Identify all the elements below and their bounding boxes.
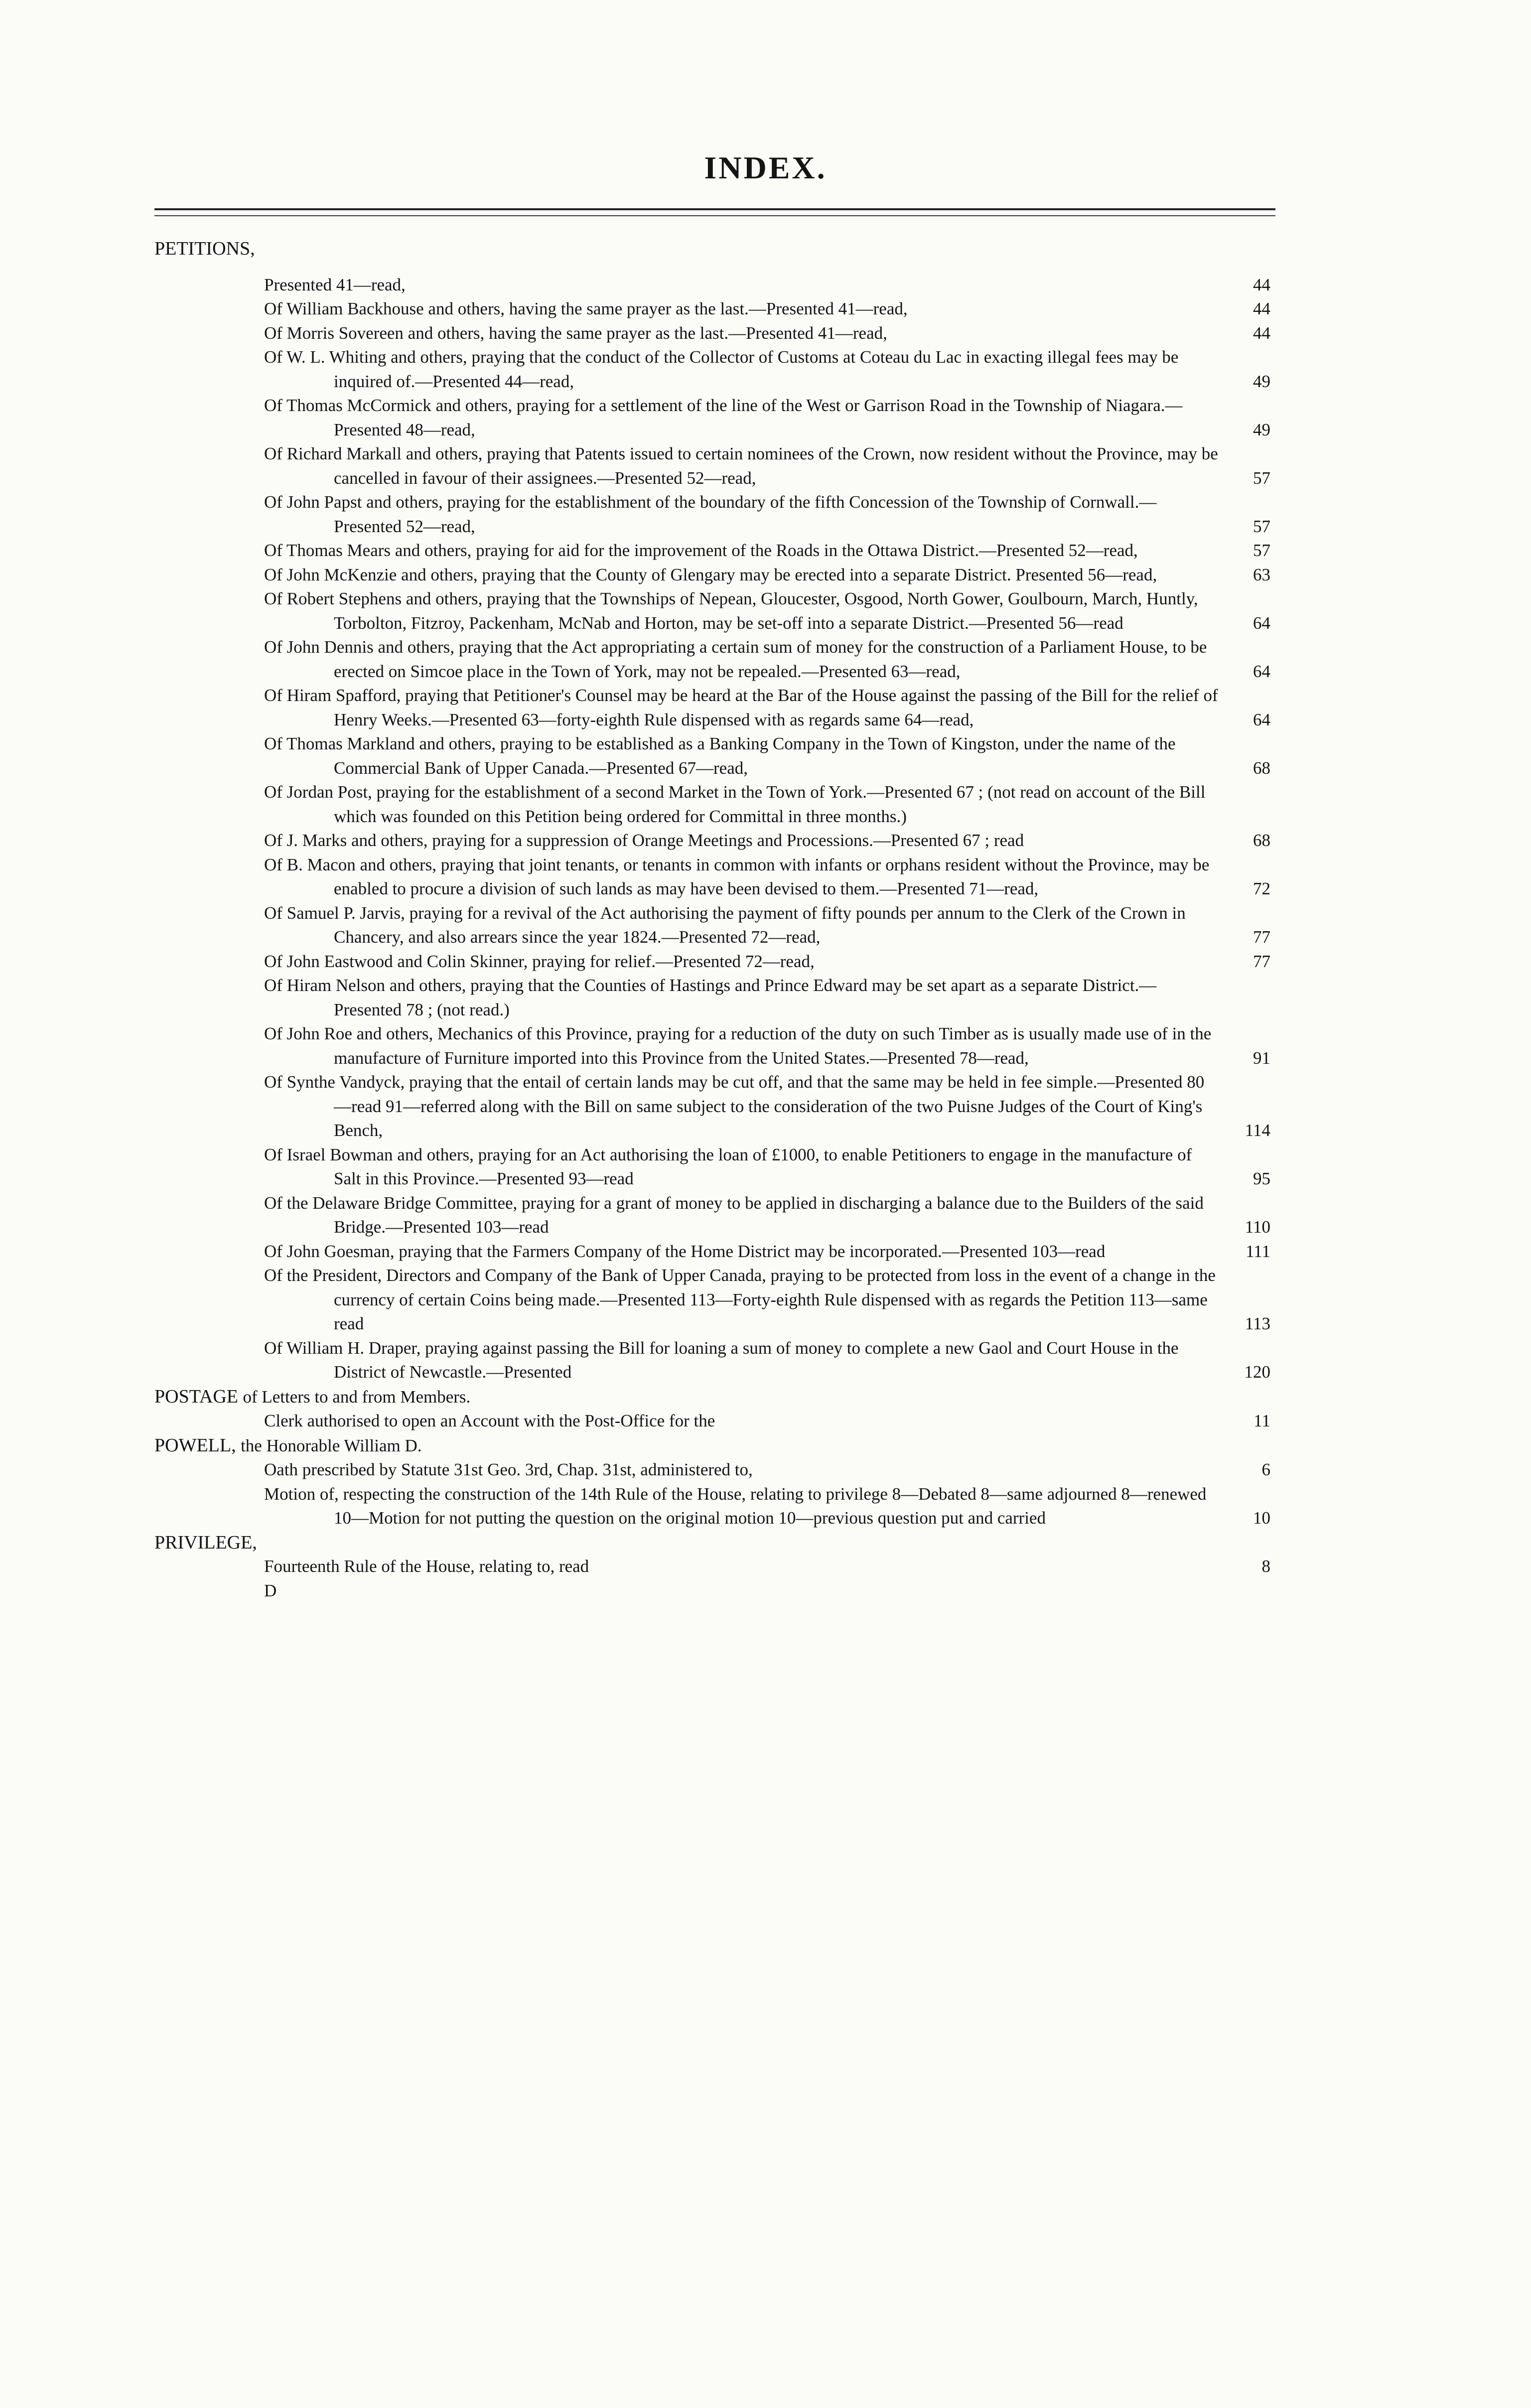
entry-page-number: 95 [1253,1169,1270,1188]
entry-text: Presented 41—read, [264,275,406,294]
entry-text: Oath prescribed by Statute 31st Geo. 3rd, Chap. 31st, administered to, [264,1460,753,1479]
entry-page-number: 111 [1246,1241,1270,1261]
index-entry [154,1264,1275,1336]
entry-text: Of Hiram Nelson and others, praying that the Counties of Hastings and Prince Edward may be set apart as a separate District.—Presented 78 ; (not read.) [264,976,1157,1019]
entry-text: Of Thomas Markland and others, praying to be established as a Banking Company in the Town of Kingston, under the name of the Commercial Bank of Upper Canada.—Presented 67—read, [264,734,1176,778]
index-entry [154,1409,1275,1433]
entry-page-number: 44 [1253,299,1270,318]
entry-page-number: 44 [1253,275,1270,294]
section-heading-powell [154,1433,1275,1458]
index-content [154,237,1275,1603]
entry-text: Of B. Macon and others, praying that joint tenants, or tenants in common with infants or orphans resident without the Province, may be enabled to procure a division of such lands as may have been devised to them.—Presented 71—read, [264,854,1210,898]
index-entry [154,345,1275,394]
index-entry [154,1022,1275,1070]
index-entry [154,1070,1275,1143]
index-entry [154,1555,1275,1579]
entry-text: Of the Delaware Bridge Committee, praying for a grant of money to be applied in discharging a balance due to the Builders of the said Bridge.—Presented 103—read [264,1193,1204,1237]
entry-text: Fourteenth Rule of the House, relating to, read [264,1557,589,1576]
entry-text: Of William Backhouse and others, having the same prayer as the last.—Presented 41—read, [264,299,908,318]
title-rule-thin [154,215,1275,216]
entry-text: Of John Dennis and others, praying that the Act appropriating a certain sum of money for the construction of a Parliament House, to be erected on Simcoe place in the Town of York, may not be repealed.—Presented 63—read, [264,637,1207,681]
index-entry [154,829,1275,853]
section-heading-petitions: PETITIONS, [154,238,255,259]
entry-page-number: 6 [1261,1460,1270,1479]
entry-text: Of Samuel P. Jarvis, praying for a revival of the Act authorising the payment of fifty pounds per annum to the Clerk of the Crown in Chancery, and also arrears since the year 1824.—Presented 72—read, [264,903,1186,947]
entry-text: Of William H. Draper, praying against passing the Bill for loaning a sum of money to complete a new Gaol and Court House in the District of Newcastle.—Presented [264,1338,1179,1382]
powell-list [154,1458,1275,1531]
entry-text: Of John Goesman, praying that the Farmers Company of the Home District may be incorporated.—Presented 103—read [264,1241,1106,1261]
section-heading-privilege [154,1531,1275,1555]
index-entry [154,1336,1275,1385]
page-title: INDEX. [704,150,827,185]
entry-text: Of Jordan Post, praying for the establishment of a second Market in the Town of York.—Presented 67 ; (not read on account of the Bill which was founded on this Petition being ordered for Committal in three months.) [264,782,1206,826]
index-entry [154,1143,1275,1191]
index-entry [154,1482,1275,1531]
entry-text: Of John McKenzie and others, praying that the County of Glengary may be erected into a separate District. Presented 56—read, [264,565,1157,584]
index-entry [154,780,1275,829]
entry-text: Of John Eastwood and Colin Skinner, praying for relief.—Presented 72—read, [264,951,815,971]
index-entry [154,587,1275,635]
index-entry [154,321,1275,346]
entry-page-number: 64 [1253,709,1270,729]
index-entry [154,974,1275,1022]
entry-text: Of Thomas Mears and others, praying for aid for the improvement of the Roads in the Ottawa District.—Presented 52—read, [264,541,1138,560]
entry-page-number: 49 [1253,420,1270,439]
index-entry [154,732,1275,780]
entry-text: Of John Papst and others, praying for the establishment of the boundary of the fifth Concession of the Township of Cornwall.—Presented 52—read, [264,492,1157,536]
entry-text: Of W. L. Whiting and others, praying that the conduct of the Collector of Customs at Coteau du Lac in exacting illegal fees may be inquired of.—Presented 44—read, [264,347,1179,391]
entry-text: Of Hiram Spafford, praying that Petitioner's Counsel may be heard at the Bar of the House against the passing of the Bill for the relief of Henry Weeks.—Presented 63—forty-eighth Rule dispensed with as regards same 64—read, [264,686,1218,729]
entry-page-number: 77 [1253,951,1270,971]
title-rule-thick [154,208,1275,210]
index-entry [154,490,1275,539]
entry-page-number: 44 [1253,323,1270,343]
postage-list [154,1409,1275,1433]
entry-page-number: 113 [1245,1314,1270,1333]
entry-text: Of John Roe and others, Mechanics of this Province, praying for a reduction of the duty on such Timber as is usually made use of in the manufacture of Furniture imported into this Province from the United States.—Presented 78—read, [264,1024,1212,1068]
petitions-list [154,273,1275,1385]
entry-page-number: 8 [1261,1557,1270,1576]
entry-page-number: 57 [1253,516,1270,536]
entry-page-number: 114 [1245,1121,1270,1140]
entry-page-number: 10 [1253,1508,1270,1528]
entry-page-number: 64 [1253,661,1270,681]
entry-page-number: 11 [1253,1411,1270,1430]
entry-text: Of J. Marks and others, praying for a suppression of Orange Meetings and Processions.—Presented 67 ; read [264,831,1024,850]
entry-text: D [264,1580,277,1600]
entry-text: Clerk authorised to open an Account with the Post-Office for the [264,1411,715,1430]
postage-heading: POSTAGE [154,1386,238,1407]
index-entry [154,563,1275,587]
index-entry [154,539,1275,563]
entry-page-number: 120 [1244,1362,1270,1382]
entry-text: Of the President, Directors and Company of the Bank of Upper Canada, praying to be protected from loss in the event of a change in the currency of certain Coins being made.—Presented 113—Forty-eighth Rule dispensed with as regards the Petition 113—same read [264,1266,1216,1333]
index-entry [154,1191,1275,1240]
index-entry [154,1458,1275,1482]
entry-text: Of Synthe Vandyck, praying that the entail of certain lands may be cut off, and that the same may be held in fee simple.—Presented 80—read 91—referred along with the Bill on same subject to the consideration of the two Puisne Judges of the Court of King's Bench, [264,1072,1205,1140]
entry-page-number: 57 [1253,468,1270,488]
entry-text: Motion of, respecting the construction of the 14th Rule of the House, relating to privilege 8—Debated 8—same adjourned 8—renewed 10—Motion for not putting the question on the original motion 10—previous question put and carried [264,1484,1207,1528]
entry-page-number: 63 [1253,565,1270,584]
entry-text: Of Richard Markall and others, praying that Patents issued to certain nominees of the Crown, now resident without the Province, may be cancelled in favour of their assignees.—Presented 52—read, [264,444,1218,488]
postage-subtitle: of Letters to and from Members. [243,1387,471,1407]
entry-text: Of Robert Stephens and others, praying that the Townships of Nepean, Gloucester, Osgood, North Gower, Goulbourn, March, Huntly, Torbolton, Fitzroy, Packenham, McNab and Horton, may be set-off into a separate District.—Presented 56—read [264,589,1198,633]
entry-text: Of Morris Sovereen and others, having the same prayer as the last.—Presented 41—read, [264,323,887,343]
entry-page-number: 64 [1253,613,1270,633]
index-entry [154,297,1275,321]
entry-text: Of Israel Bowman and others, praying for an Act authorising the loan of £1000, to enable Petitioners to engage in the manufacture of Salt in this Province.—Presented 93—read [264,1144,1192,1188]
privilege-list [154,1555,1275,1603]
index-entry [154,853,1275,901]
index-entry [154,901,1275,950]
entry-page-number: 68 [1253,831,1270,850]
index-entry [154,684,1275,732]
entry-text: Of Thomas McCormick and others, praying for a settlement of the line of the West or Garrison Road in the Township of Niagara.—Presented 48—read, [264,396,1183,439]
section-heading-postage [154,1385,1275,1410]
entry-page-number: 57 [1253,541,1270,560]
entry-page-number: 110 [1245,1217,1270,1237]
privilege-heading: PRIVILEGE, [154,1532,257,1553]
powell-subtitle: the Honorable William D. [241,1435,422,1455]
entry-page-number: 49 [1253,371,1270,391]
index-entry [154,442,1275,490]
entry-page-number: 77 [1253,927,1270,947]
index-entry [154,394,1275,442]
index-entry [154,950,1275,974]
entry-page-number: 72 [1253,879,1270,898]
entry-page-number: 68 [1253,758,1270,778]
index-entry [154,1579,1275,1603]
powell-heading: POWELL, [154,1434,236,1456]
index-entry [154,273,1275,297]
index-entry [154,635,1275,684]
entry-page-number: 91 [1253,1048,1270,1068]
index-entry [154,1240,1275,1264]
